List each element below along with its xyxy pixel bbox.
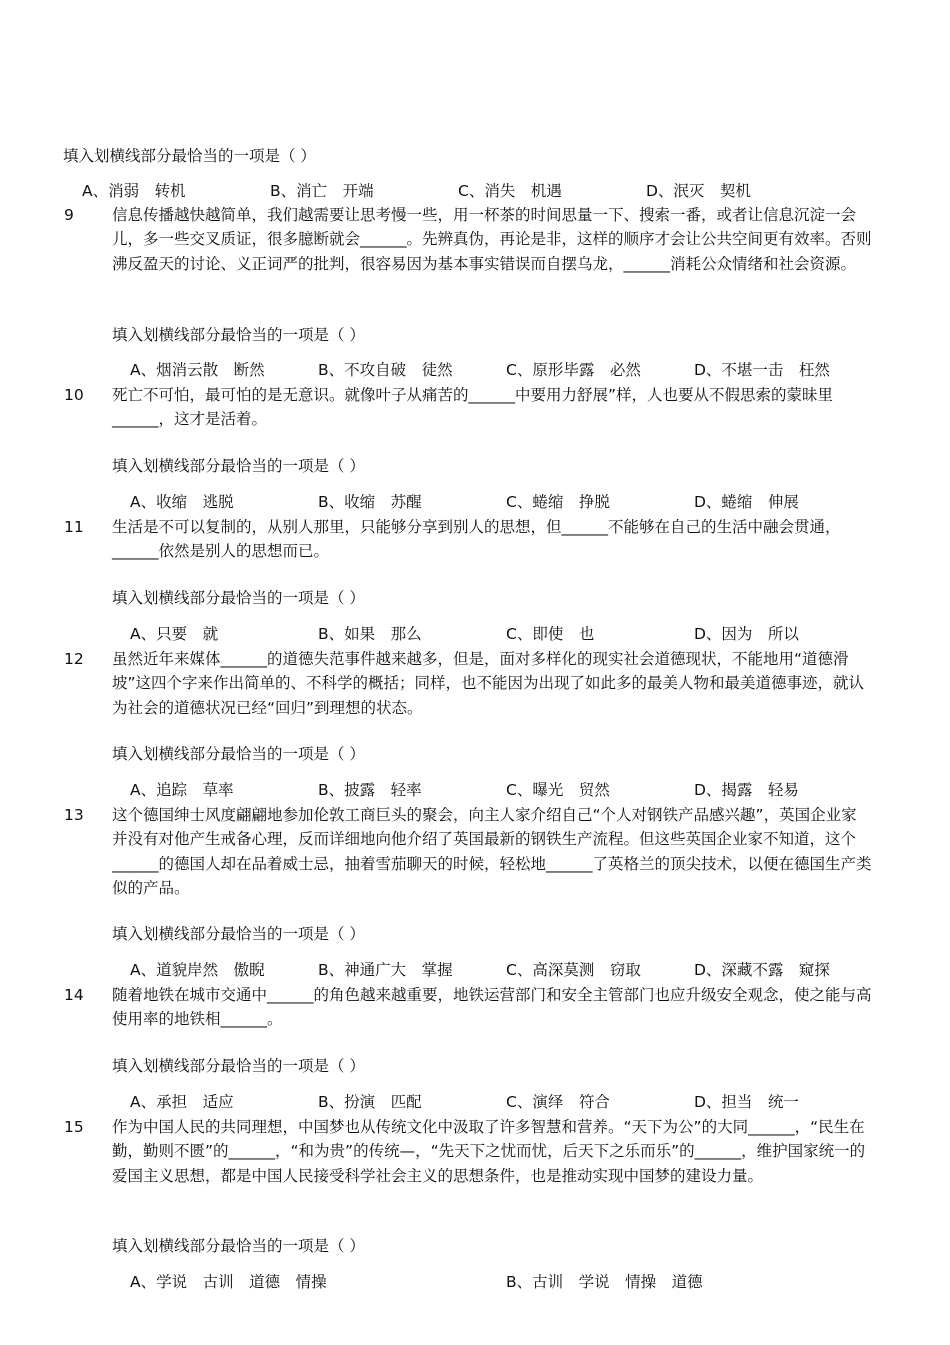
option-a: A、烟消云散 断然 <box>130 361 265 379</box>
question-prompt: 填入划横线部分最恰当的一项是（ ） <box>112 925 365 943</box>
option-a: A、收缩 逃脱 <box>130 493 234 511</box>
option-d: D、不堪一击 枉然 <box>694 361 830 379</box>
question-text: 死亡不可怕，最可怕的是无意识。就像叶子从痛苦的______中要用力舒展”样，人也要从不假思索的蒙昧里______，这才是活着。 <box>112 386 834 429</box>
option-d: D、因为 所以 <box>694 625 799 643</box>
question-number: 14 <box>64 986 84 1004</box>
option-c: C、即使 也 <box>506 625 595 643</box>
option-a: A、只要 就 <box>130 625 219 643</box>
question-prompt: 填入划横线部分最恰当的一项是（ ） <box>63 147 316 165</box>
option-a: A、消弱 转机 <box>82 182 186 200</box>
option-d: D、揭露 轻易 <box>694 781 799 799</box>
option-b: B、不攻自破 徒然 <box>318 361 453 379</box>
option-b: B、神通广大 掌握 <box>318 961 453 979</box>
option-c: C、蜷缩 挣脱 <box>506 493 610 511</box>
option-b: B、扮演 匹配 <box>318 1093 422 1111</box>
option-b: B、如果 那么 <box>318 625 422 643</box>
question-prompt: 填入划横线部分最恰当的一项是（ ） <box>112 1057 365 1075</box>
option-d: D、泯灭 契机 <box>646 182 751 200</box>
option-b: B、收缩 苏醒 <box>318 493 422 511</box>
question-number: 9 <box>64 206 74 224</box>
question-text: 作为中国人民的共同理想，中国梦也从传统文化中汲取了许多智慧和营养。“天下为公”的大同______，“民生在勤，勤则不匮”的______，“和为贵”的传统—，“先天下之忧而忧，后天下之乐而乐”的______，维护国家统一的爱国主义思想，都是中国人民接受科学社会主义的思想条件，也是推动实现中国梦的建设力量。 <box>112 1118 866 1185</box>
question-number: 13 <box>64 806 84 824</box>
option-b: B、消亡 开端 <box>270 182 374 200</box>
question-number: 10 <box>64 386 84 404</box>
option-c: C、高深莫测 窃取 <box>506 961 641 979</box>
question-number: 15 <box>64 1118 84 1136</box>
question-number: 12 <box>64 650 84 668</box>
question-text: 生活是不可以复制的，从别人那里，只能够分享到别人的思想，但______不能够在自己的生活中融会贯通，______依然是别人的思想而已。 <box>112 518 841 561</box>
option-c: C、原形毕露 必然 <box>506 361 641 379</box>
option-a: A、追踪 草率 <box>130 781 234 799</box>
question-text: 随着地铁在城市交通中______的角色越来越重要，地铁运营部门和安全主管部门也应升级安全观念，使之能与高使用率的地铁相______。 <box>112 986 872 1029</box>
question-prompt: 填入划横线部分最恰当的一项是（ ） <box>112 1237 365 1255</box>
question-prompt: 填入划横线部分最恰当的一项是（ ） <box>112 589 365 607</box>
question-text: 这个德国绅士风度翩翩地参加伦敦工商巨头的聚会，向主人家介绍自己“个人对钢铁产品感兴趣”，英国企业家并没有对他产生戒备心理，反而详细地向他介绍了英国最新的钢铁生产流程。但这些英国企业家不知道，这个______的德国人却在品着威士忌，抽着雪茄聊天的时候，轻松地______了英格兰的顶尖技术，以便在德国生产类似的产品。 <box>112 806 872 897</box>
question-prompt: 填入划横线部分最恰当的一项是（ ） <box>112 745 365 763</box>
option-a: A、学说 古训 道德 情操 <box>130 1273 327 1291</box>
option-d: D、担当 统一 <box>694 1093 799 1111</box>
question-text: 信息传播越快越简单，我们越需要让思考慢一些，用一杯茶的时间思量一下、搜索一番，或者让信息沉淀一会儿，多一些交叉质证，很多臆断就会______。先辨真伪，再论是非，这样的顺序才会让公共空间更有效率。否则沸反盈天的讨论、义正词严的批判，很容易因为基本事实错误而自摆乌龙，______消耗公众情绪和社会资源。 <box>112 206 872 273</box>
option-a: A、道貌岸然 傲睨 <box>130 961 265 979</box>
question-prompt: 填入划横线部分最恰当的一项是（ ） <box>112 457 365 475</box>
question-prompt: 填入划横线部分最恰当的一项是（ ） <box>112 326 365 344</box>
option-b: B、古训 学说 情操 道德 <box>506 1273 703 1291</box>
option-d: D、蜷缩 伸展 <box>694 493 799 511</box>
option-d: D、深藏不露 窥探 <box>694 961 830 979</box>
option-c: C、消失 机遇 <box>458 182 562 200</box>
option-a: A、承担 适应 <box>130 1093 234 1111</box>
question-number: 11 <box>64 518 84 536</box>
option-c: C、曝光 贸然 <box>506 781 610 799</box>
question-text: 虽然近年来媒体______的道德失范事件越来越多，但是，面对多样化的现实社会道德现状，不能地用“道德滑坡”这四个字来作出简单的、不科学的概括；同样，也不能因为出现了如此多的最美人物和最美道德事迹，就认为社会的道德状况已经“回归”到理想的状态。 <box>112 650 865 717</box>
option-c: C、演绎 符合 <box>506 1093 610 1111</box>
option-b: B、披露 轻率 <box>318 781 422 799</box>
